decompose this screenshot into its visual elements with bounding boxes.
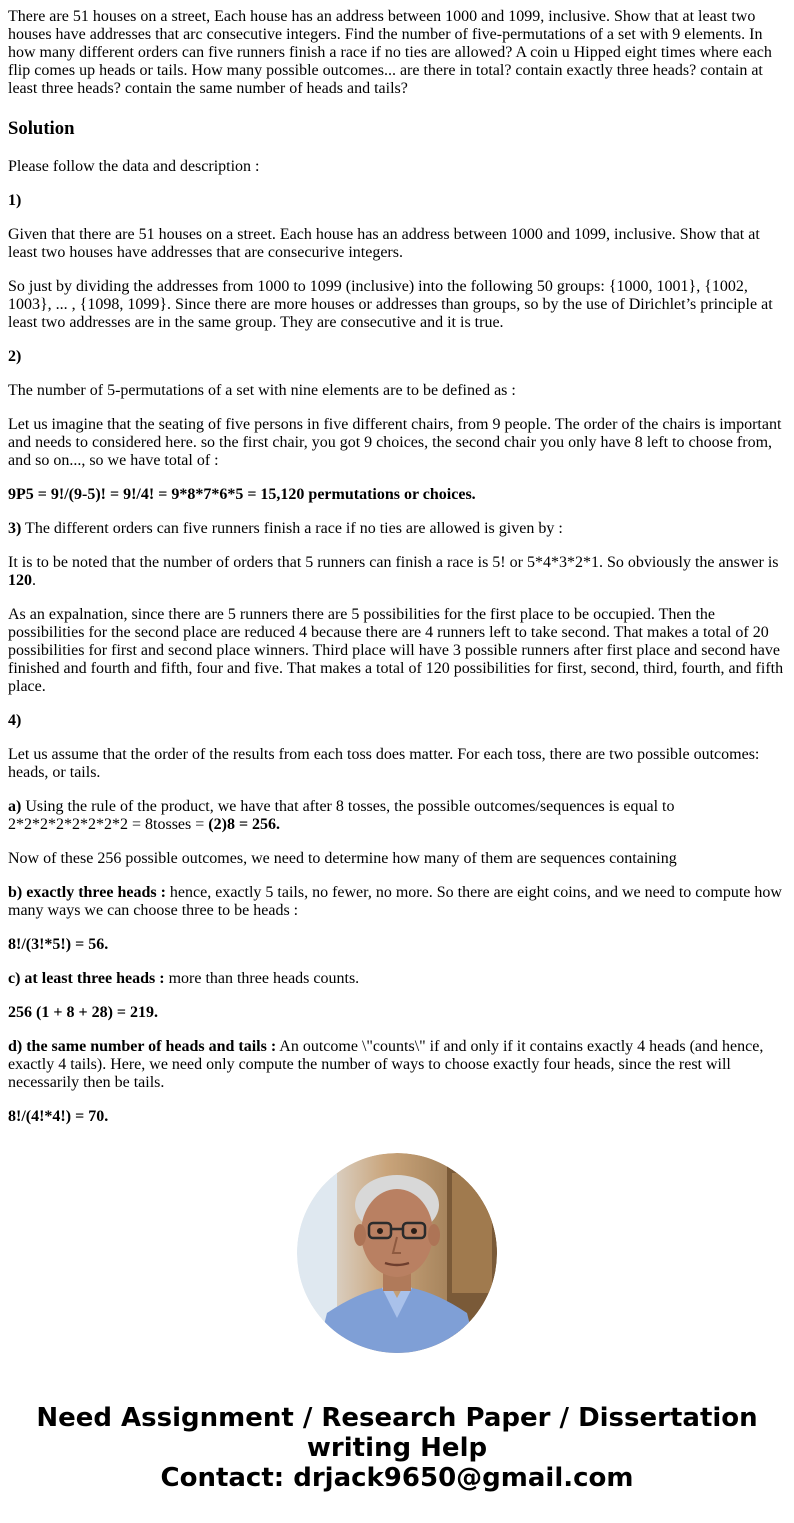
part2-intro: The number of 5-permutations of a set with nine elements are to be defined as : <box>8 382 516 399</box>
part2-label-text: 2) <box>8 348 22 365</box>
part4-label-text: 4) <box>8 712 22 729</box>
solution-intro: Please follow the data and description : <box>8 158 260 175</box>
part3-label: 3) <box>8 520 22 537</box>
contact-footer <box>0 1403 794 1493</box>
part1-label-text: 1) <box>8 192 22 209</box>
part2-label <box>8 348 786 366</box>
part4-d-result <box>8 1108 786 1126</box>
part3-answer: 120 <box>8 572 32 589</box>
part3-intro <box>8 520 786 538</box>
footer-line-1: Need Assignment / Research Paper / Dissertation <box>36 1403 758 1433</box>
part4-a-text: Using the rule of the product, we have that after 8 tosses, the possible outcomes/sequences is equal to 2*2*2*2*2*2*2*2 = 8tosses = <box>8 798 675 833</box>
question-text: There are 51 houses on a street, Each house has an address between 1000 and 1099, inclusive. Show that at least two houses have addresses that arc consecutive integers. Find the number of five-permutations of a set with 9 elements. In how many different orders can five runners finish a race if no ties are allowed? A coin u Hipped eight times where each flip comes up heads or tails. How many possible outcomes... are there in total? contain exactly three heads? contain at least three heads? contain the same number of heads and tails? <box>8 8 772 97</box>
part4-d-label: d) the same number of heads and tails : <box>8 1038 277 1055</box>
part1-label <box>8 192 786 210</box>
part3-explanation: As an expalnation, since there are 5 runners there are 5 possibilities for the first place to be occupied. Then the possibilities for the second place are reduced 4 because there are 4 runners left to take second. That makes a total of 20 possibilities for first and second place winners. Third place will have 3 possible runners after first place and second have finished and fourth and fifth, four and five. That makes a total of 120 possibilities for first, second, third, fourth, and fifth place. <box>8 606 784 695</box>
part4-intro: Let us assume that the order of the results from each toss does matter. For each toss, there are two possible outcomes: heads, or tails. <box>8 746 760 781</box>
part4-a-label: a) <box>8 798 22 815</box>
footer-line-2: writing Help <box>306 1433 488 1463</box>
part3-noted <box>8 554 786 590</box>
part4-a <box>8 798 786 834</box>
part2-result <box>8 486 786 504</box>
part4-now: Now of these 256 possible outcomes, we need to determine how many of them are sequences containing <box>8 850 677 867</box>
part4-b-text: hence, exactly 5 tails, no fewer, no more. So there are eight coins, and we need to compute how many ways we can choose three to be heads : <box>8 884 782 919</box>
solution-heading: Solution <box>8 118 75 139</box>
part2-explanation: Let us imagine that the seating of five persons in five different chairs, from 9 people. The order of the chairs is important and needs to considered here. so the first chair, you got 9 choices, the second chair you only have 8 left to choose from, and so on..., so we have total of : <box>8 416 782 469</box>
part4-label <box>8 712 786 730</box>
part4-c-result-text: 256 (1 + 8 + 28) = 219. <box>8 1004 159 1021</box>
part4-b-result <box>8 936 786 954</box>
part4-b-result-text: 8!/(3!*5!) = 56. <box>8 936 109 953</box>
part4-d-result-text: 8!/(4!*4!) = 70. <box>8 1108 109 1125</box>
part4-b-label: b) exactly three heads : <box>8 884 166 901</box>
part2-result-text: 9P5 = 9!/(9-5)! = 9!/4! = 9*8*7*6*5 = 15,120 permutations or choices. <box>8 486 476 503</box>
part4-d-text: An outcome \"counts\" if and only if it contains exactly 4 heads (and hence, exactly 4 tails). Here, we need only compute the number of ways to choose exactly four heads, since the rest will necessarily then be tails. <box>8 1038 764 1091</box>
tutor-portrait-image <box>297 1153 497 1353</box>
footer-contact-line: Contact: drjack9650@gmail.com <box>160 1463 634 1493</box>
part1-given: Given that there are 51 houses on a street. Each house has an address between 1000 and 1099, inclusive. Show that at least two houses have addresses that are consecurive integers. <box>8 226 760 261</box>
part4-c-text: more than three heads counts. <box>164 970 360 987</box>
part3-noted-text: It is to be noted that the number of orders that 5 runners can finish a race is 5! or 5*4*3*2*1. So obviously the answer is <box>8 554 779 571</box>
part3-intro-text: The different orders can five runners finish a race if no ties are allowed is given by : <box>21 520 563 537</box>
part4-d <box>8 1038 786 1092</box>
part4-c <box>8 970 786 988</box>
part4-a-result: (2)8 = 256. <box>208 816 281 833</box>
part4-c-label: c) at least three heads : <box>8 970 165 987</box>
part4-b <box>8 884 786 920</box>
part1-explanation: So just by dividing the addresses from 1000 to 1099 (inclusive) into the following 50 groups: {1000, 1001}, {1002, 1003}, ... , {1098, 1099}. Since there are more houses or addresses than groups, so by the use of Dirichlet’s principle at least two addresses are in the same group. They are consecutive and it is true. <box>8 278 773 331</box>
part3-period: . <box>32 572 36 589</box>
avatar <box>297 1153 497 1353</box>
part4-c-result <box>8 1004 786 1022</box>
